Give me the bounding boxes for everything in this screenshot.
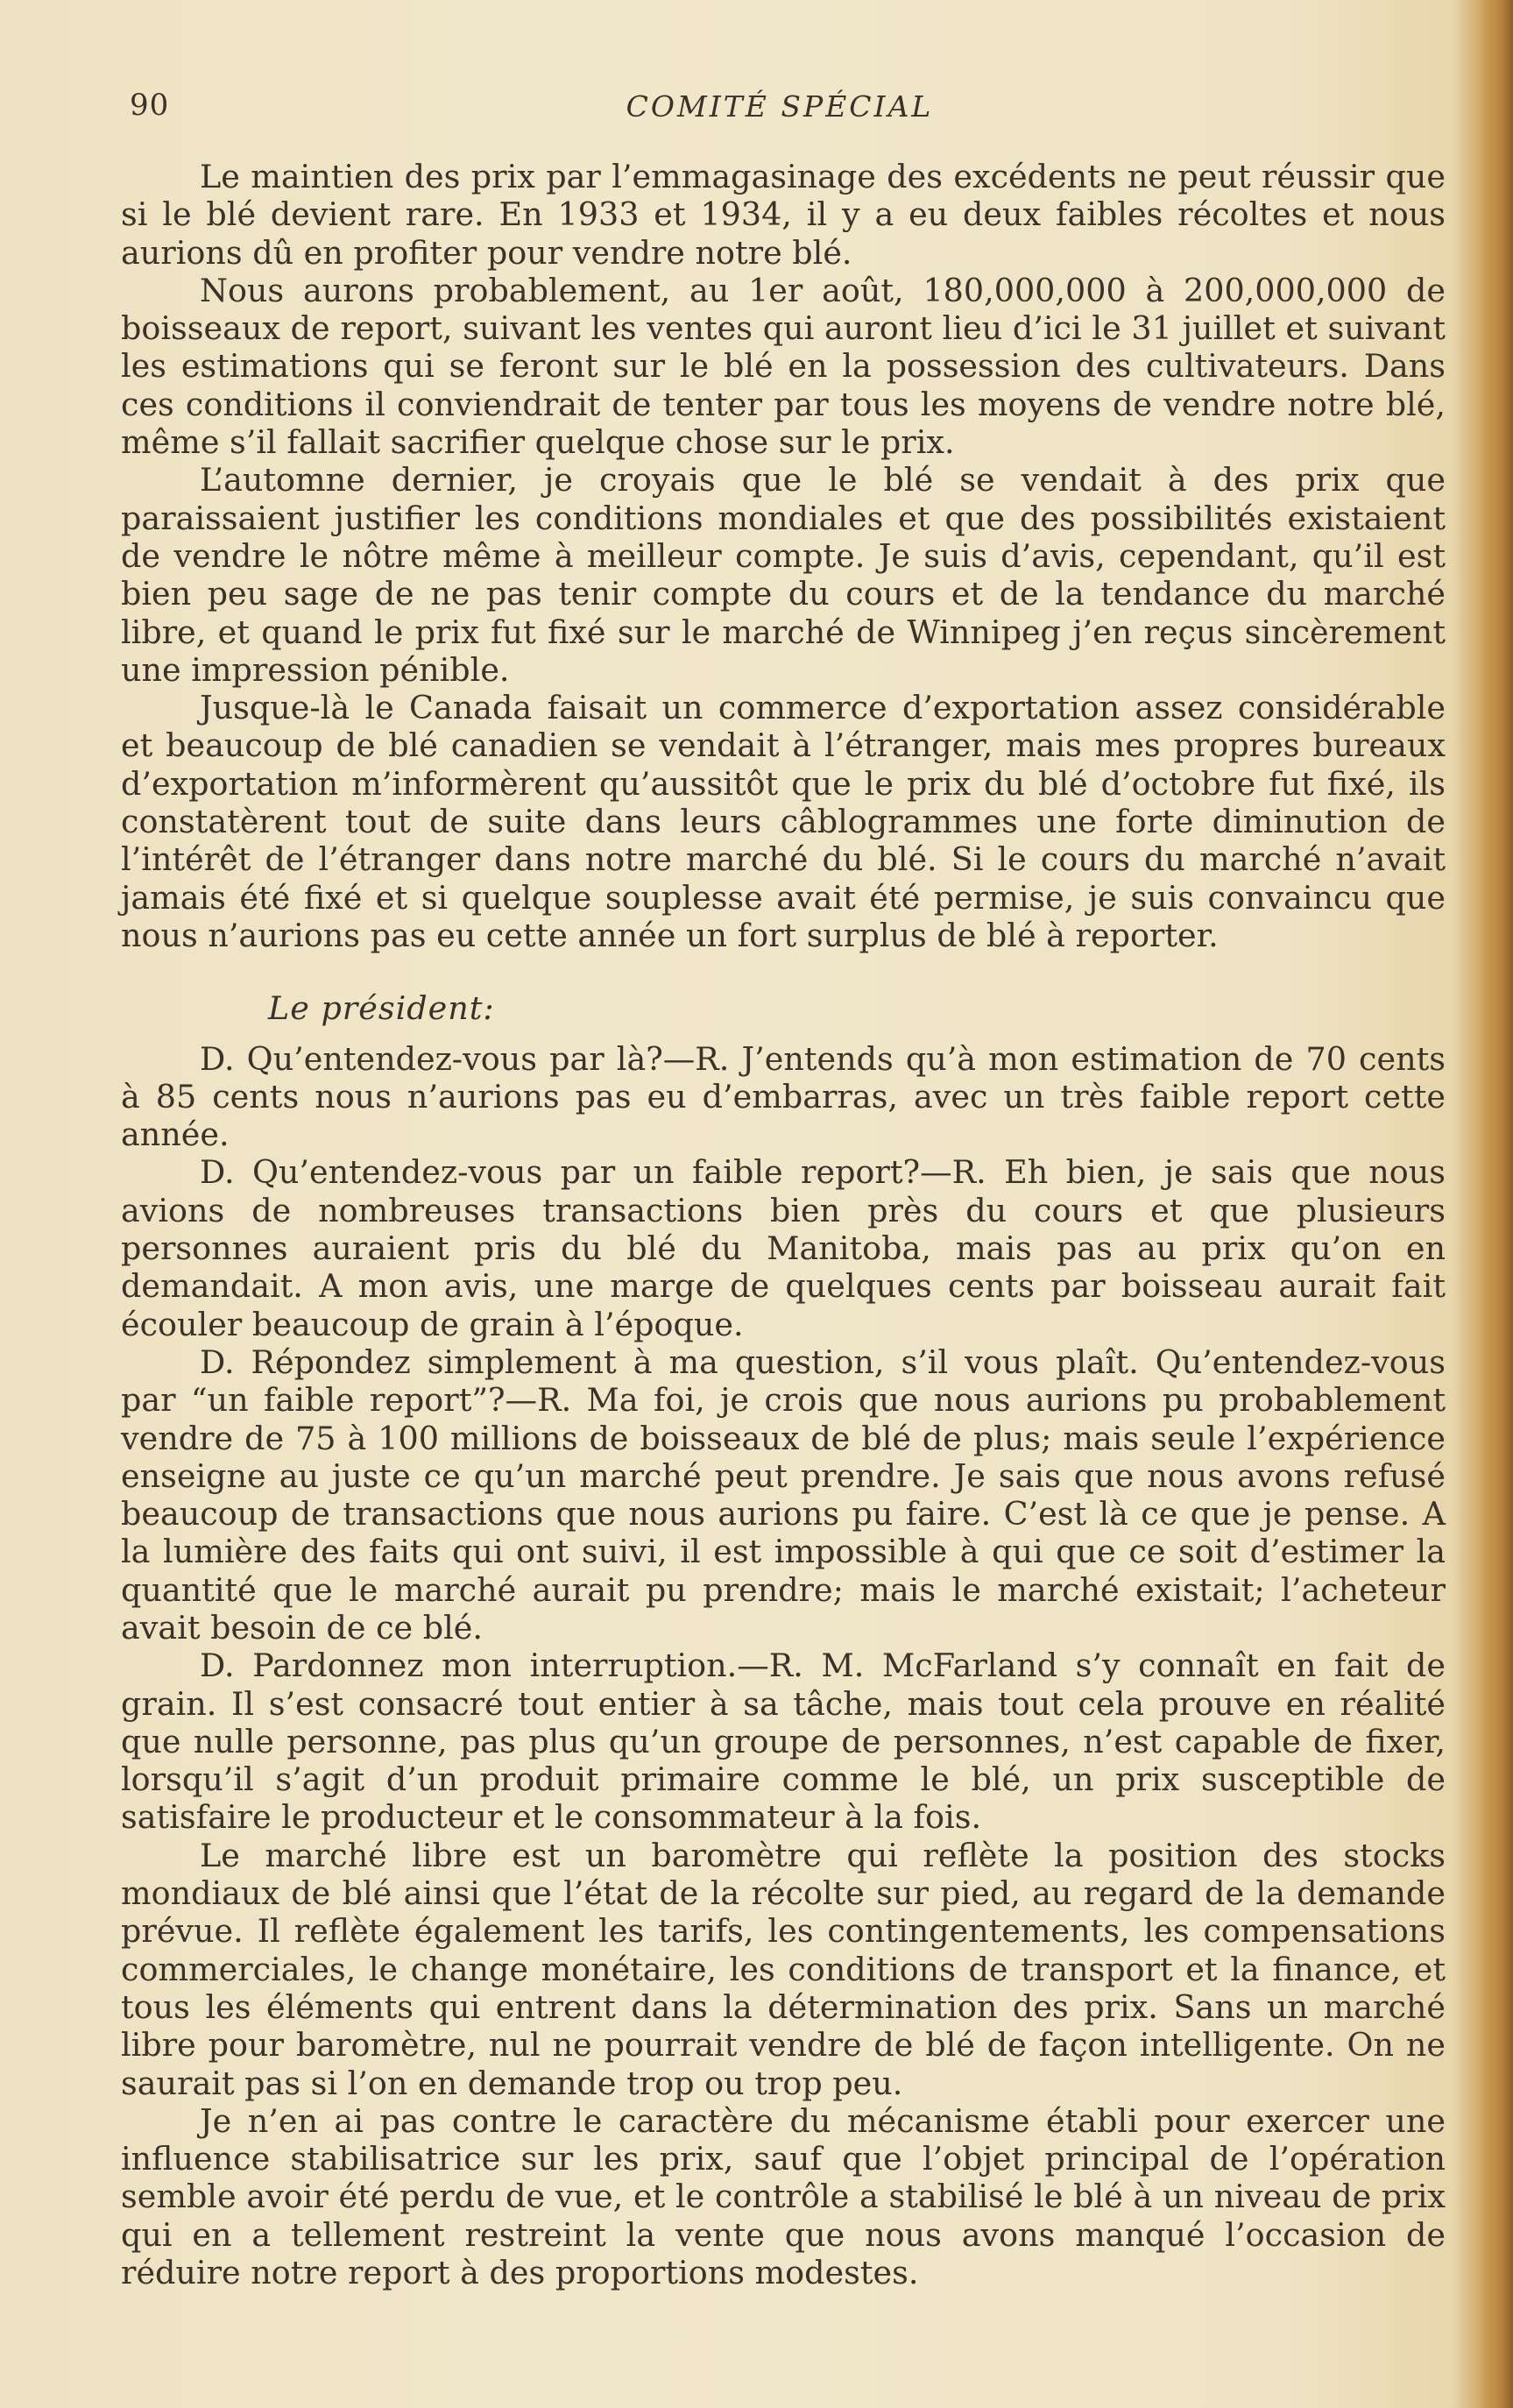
dialogue-paragraph: D. Qu’entendez-vous par là?—R. J’entends qu’à mon estimation de 70 cents à 85 cents nous n’aurions pas eu d’embarras, avec un très faible report cette année. [121, 1039, 1446, 1154]
page-number: 90 [130, 88, 170, 123]
dialogue-paragraph: Je n’en ai pas contre le caractère du mécanisme établi pour exercer une influence stabilisatrice sur les prix, sauf que l’objet principal de l’opération semble avoir été perdu de vue, et le contrôle a stabilisé le blé à un niveau de prix qui en a tellement restreint la vente que nous avons manqué l’occasion de réduire notre report à des proportions modestes. [121, 2101, 1446, 2292]
dialogue-paragraph: Le marché libre est un baromètre qui reflète la position des stocks mondiaux de blé ainsi que l’état de la récolte sur pied, au regard de la demande prévue. Il reflète également les tarifs, les contingentements, les compensations commerciales, le change monétaire, les conditions de transport et la finance, et tous les éléments qui entrent dans la détermination des prix. Sans un marché libre pour baromètre, nul ne pourrait vendre de blé de façon intelligente. On ne saurait pas si l’on en demande trop ou trop peu. [121, 1836, 1446, 2102]
paragraph: Jusque-là le Canada faisait un commerce d’exportation assez considérable et beaucoup de blé canadien se vendait à l’étranger, mais mes propres bureaux d’exportation m’informèrent qu’aussitôt que le prix du blé d’octobre fut fixé, ils constatèrent tout de suite dans leurs câblogrammes une forte diminution de l’intérêt de l’étranger dans notre marché du blé. Si le cours du marché n’avait jamais été fixé et si quelque souplesse avait été permise, je suis convaincu que nous n’aurions pas eu cette année un fort surplus de blé à reporter. [121, 689, 1446, 954]
dialogue-paragraph: D. Pardonnez mon interruption.—R. M. McFarland s’y connaît en fait de grain. Il s’est consacré tout entier à sa tâche, mais tout cela prouve en réalité que nulle personne, pas plus qu’un groupe de personnes, n’est capable de fixer, lorsqu’il s’agit d’un produit primaire comme le blé, un prix susceptible de satisfaire le producteur et le consommateur à la fois. [121, 1647, 1446, 1837]
running-title: COMITÉ SPÉCIAL [626, 89, 934, 124]
paragraph: Le maintien des prix par l’emmagasinage des excédents ne peut réussir que si le blé devient rare. En 1933 et 1934, il y a eu deux faibles récoltes et nous aurions dû en profiter pour vendre notre blé. [121, 158, 1446, 272]
paragraph: L’automne dernier, je croyais que le blé se vendait à des prix que paraissaient justifier les conditions mondiales et que des possibilités existaient de vendre le nôtre même à meilleur compte. Je suis d’avis, cependant, qu’il est bien peu sage de ne pas tenir compte du cours et de la tendance du marché libre, et quand le prix fut fixé sur le marché de Winnipeg j’en reçus sincèrement une impression pénible. [121, 461, 1446, 689]
page-body [121, 158, 1446, 2291]
speaker-label: Le président: [268, 989, 495, 1028]
dialogue-paragraph: D. Qu’entendez-vous par un faible report?—R. Eh bien, je sais que nous avions de nombreuses transactions bien près du cours et que plusieurs personnes auraient pris du blé du Manitoba, mais pas au prix qu’on en demandait. A mon avis, une marge de quelques cents par boisseau aurait fait écouler beaucoup de grain à l’époque. [121, 1153, 1446, 1343]
dialogue-paragraph: D. Répondez simplement à ma question, s’il vous plaît. Qu’entendez-vous par “un faible report”?—R. Ma foi, je crois que nous aurions pu probablement vendre de 75 à 100 millions de boisseaux de blé de plus; mais seule l’expérience enseigne au juste ce qu’un marché peut prendre. Je sais que nous avons refusé beaucoup de transactions que nous aurions pu faire. C’est là ce que je pense. A la lumière des faits qui ont suivi, il est impossible à qui que ce soit d’estimer la quantité que le marché aurait pu prendre; mais le marché existait; l’acheteur avait besoin de ce blé. [121, 1342, 1446, 1647]
page-header [123, 88, 1437, 131]
page-edge [1480, 0, 1513, 2408]
paragraph: Nous aurons probablement, au 1er août, 180,000,000 à 200,000,000 de boisseaux de report, suivant les ventes qui auront lieu d’ici le 31 juillet et suivant les estimations qui se feront sur le blé en la possession des cultivateurs. Dans ces conditions il conviendrait de tenter par tous les moyens de vendre notre blé, même s’il fallait sacrifier quelque chose sur le prix. [121, 271, 1446, 462]
